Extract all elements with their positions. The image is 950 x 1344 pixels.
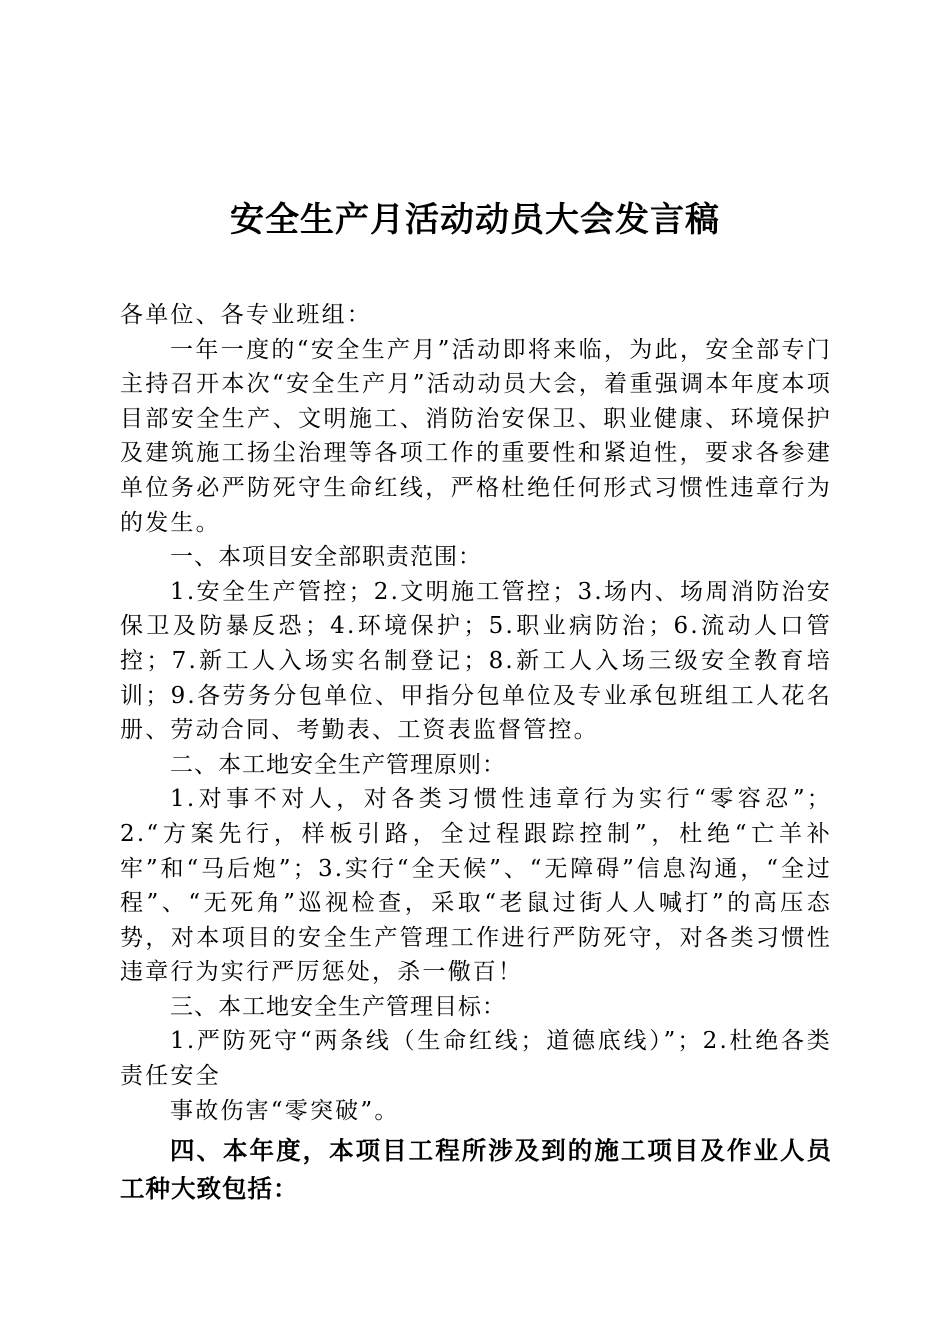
document-title: 安全生产月活动动员大会发言稿 xyxy=(230,200,720,240)
salutation: 各单位、各专业班组： xyxy=(120,302,372,328)
section-2-heading: 二、本工地安全生产管理原则： xyxy=(170,751,506,778)
intro-paragraph: 一年一度的“安全生产月”活动即将来临，为此，安全部专门主持召开本次“安全生产月”活动动员大会，着重强调本年度本项目部安全生产、文明施工、消防治安保卫、职业健康、环境保护及建筑施工扬尘治理等各项工作的重要性和紧迫性，要求各参建单位务必严防死守生命红线，严格杜绝任何形式习惯性违章行为的发生。 xyxy=(120,336,832,536)
section-2-body: 1.对事不对人，对各类习惯性违章行为实行“零容忍”；2.“方案先行，样板引路，全过程跟踪控制”，杜绝“亡羊补牢”和“马后炮”；3.实行“全天候”、“无障碍”信息沟通，“全过程”、“无死角”巡视检查，采取“老鼠过街人人喊打”的高压态势，对本项目的安全生产管理工作进行严防死守，对各类习惯性违章行为实行严厉惩处，杀一儆百！ xyxy=(120,786,832,986)
section-4-heading: 四、本年度，本项目工程所涉及到的施工项目及作业人员工种大致包括： xyxy=(120,1136,832,1204)
section-1-heading: 一、本项目安全部职责范围： xyxy=(170,544,482,571)
document-body xyxy=(120,298,832,1208)
section-3-continuation: 事故伤害“零突破”。 xyxy=(170,1097,400,1124)
section-1-body: 1.安全生产管控；2.文明施工管控；3.场内、场周消防治安保卫及防暴反恐；4.环境保护；5.职业病防治；6.流动人口管控；7.新工人入场实名制登记；8.新工人入场三级安全教育培训；9.各劳务分包单位、甲指分包单位及专业承包班组工人花名册、劳动合同、考勤表、工资表监督管控。 xyxy=(120,578,832,744)
section-3-body: 1.严防死守“两条线（生命红线；道德底线）”；2.杜绝各类责任安全 xyxy=(120,1028,832,1090)
section-3-heading: 三、本工地安全生产管理目标： xyxy=(170,993,506,1020)
